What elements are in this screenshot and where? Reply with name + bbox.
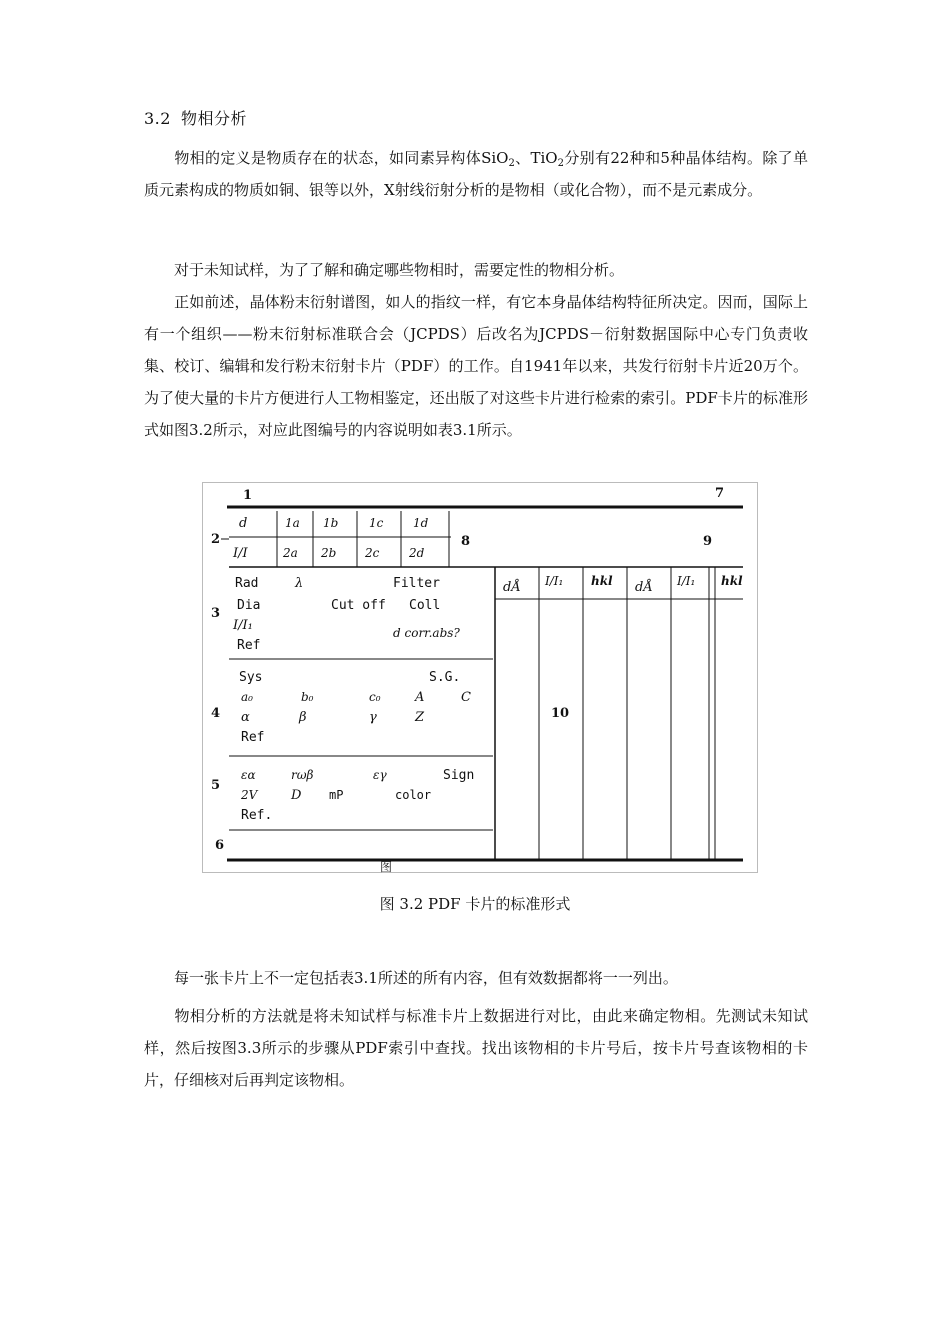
label-D: D [291, 788, 302, 803]
label-color: color [395, 788, 432, 802]
label-ii1: I/I₁ [233, 618, 253, 633]
card-num-10: 10 [551, 706, 570, 721]
label-C: C [461, 690, 471, 705]
header-hkl-2: hkl [721, 574, 743, 588]
col-1d: 1d [413, 516, 429, 530]
label-b0: b₀ [301, 690, 314, 704]
card-num-2: 2 [211, 532, 221, 547]
paragraph-pdf-card [144, 286, 808, 446]
label-rad: Rad [235, 576, 259, 591]
p1-text-b: 、TiO [514, 149, 558, 167]
label-A: A [415, 690, 425, 705]
p3-text: 正如前述，晶体粉末衍射谱图，如人的指纹一样，有它本身晶体结构特征所决定。因而，国际上有一个组织——粉末衍射标准联合会（JCPDS）后改名为JCPDS－衍射数据国际中心专门负责收集、校订、编辑和发行粉末衍射卡片（PDF）的工作。自1941年以来，共发行衍射卡片近20万个。为了使大量的卡片方便进行人工物相鉴定，还出版了对这些卡片进行检索的索引。PDF卡片的标准形式如图3.2所示，对应此图编号的内容说明如表3.1所示。 [144, 293, 808, 439]
label-c0: c₀ [369, 690, 381, 704]
col-1b: 1b [323, 516, 339, 530]
paragraph-card-content [144, 962, 808, 994]
card-num-3: 3 [211, 606, 221, 621]
header-ii1-2: I/I₁ [677, 574, 696, 588]
card-num-7: 7 [715, 486, 725, 501]
label-ref-5: Ref. [241, 808, 273, 823]
col-1c: 1c [369, 516, 384, 530]
p5-text: 物相分析的方法就是将未知试样与标准卡片上数据进行对比，由此来确定物相。先测试未知试样，然后按图3.3所示的步骤从PDF索引中查找。找出该物相的卡片号后，按卡片号查该物相的卡片，仔细核对后再判定该物相。 [144, 1007, 808, 1089]
header-ii1-1: I/I₁ [545, 574, 564, 588]
pdf-card-diagram [203, 483, 757, 872]
label-alpha: α [241, 710, 250, 725]
label-gamma: γ [369, 710, 377, 725]
label-cutoff: Cut off [331, 598, 386, 613]
p4-text: 每一张卡片上不一定包括表3.1所述的所有内容，但有效数据都将一一列出。 [174, 969, 678, 987]
label-coll: Coll [409, 598, 441, 613]
p1-text-a: 物相的定义是物质存在的状态，如同素异构体SiO [174, 149, 509, 167]
row-d-label: d [239, 516, 248, 531]
col-2d: 2d [409, 546, 425, 560]
p2-text: 对于未知试样，为了了解和确定哪些物相时，需要定性的物相分析。 [174, 261, 625, 279]
figure-stray-label: 图 [380, 860, 393, 874]
label-ref-3: Ref [237, 638, 261, 653]
card-num-1: 1 [243, 488, 253, 503]
label-sys: Sys [239, 670, 263, 685]
label-Z: Z [415, 710, 425, 725]
label-a0: a₀ [241, 690, 253, 704]
label-ref-4: Ref [241, 730, 265, 745]
label-dia: Dia [237, 598, 261, 613]
row-ii-label: I/I [233, 546, 248, 561]
label-2v: 2V [241, 788, 258, 802]
label-dcorr: d corr.abs? [393, 626, 460, 640]
p1-sub-1: 2 [508, 158, 515, 169]
label-lambda: λ [295, 576, 304, 591]
label-ey: εγ [373, 768, 387, 782]
paragraph-unknown-sample [144, 254, 808, 286]
header-hkl-1: hkl [591, 574, 613, 588]
label-nwb: rωβ [291, 768, 314, 782]
label-sg: S.G. [429, 670, 461, 685]
card-num-6: 6 [215, 838, 225, 853]
label-mp: mP [329, 788, 344, 802]
section-title: 物相分析 [180, 109, 247, 128]
label-filter: Filter [393, 576, 440, 591]
col-1a: 1a [285, 516, 300, 530]
pdf-card-figure [202, 482, 758, 873]
section-number: 3.2 [144, 109, 171, 128]
header-dA-2: dÅ [635, 580, 653, 595]
section-heading [144, 106, 247, 129]
figure-caption: 图 3.2 PDF 卡片的标准形式 [379, 895, 571, 913]
card-num-5: 5 [211, 778, 221, 793]
label-ea: εα [241, 768, 256, 782]
label-beta: β [299, 710, 307, 725]
header-dA-1: dÅ [503, 580, 521, 595]
p1-text-c: 分别有22种和5种晶体结构。除了单质元素构成的物质如铜、银等以外，X射线衍射分析的是物相（或化合物），而不是元素成分。 [144, 149, 809, 199]
card-num-8: 8 [461, 534, 471, 549]
label-sign: Sign [443, 768, 475, 783]
card-num-4: 4 [211, 706, 221, 721]
paragraph-analysis-method [144, 1000, 808, 1096]
p1-sub-2: 2 [557, 158, 564, 169]
col-2a: 2a [283, 546, 298, 560]
card-num-9: 9 [703, 534, 713, 549]
paragraph-phase-definition [144, 142, 808, 206]
col-2c: 2c [365, 546, 380, 560]
col-2b: 2b [321, 546, 337, 560]
